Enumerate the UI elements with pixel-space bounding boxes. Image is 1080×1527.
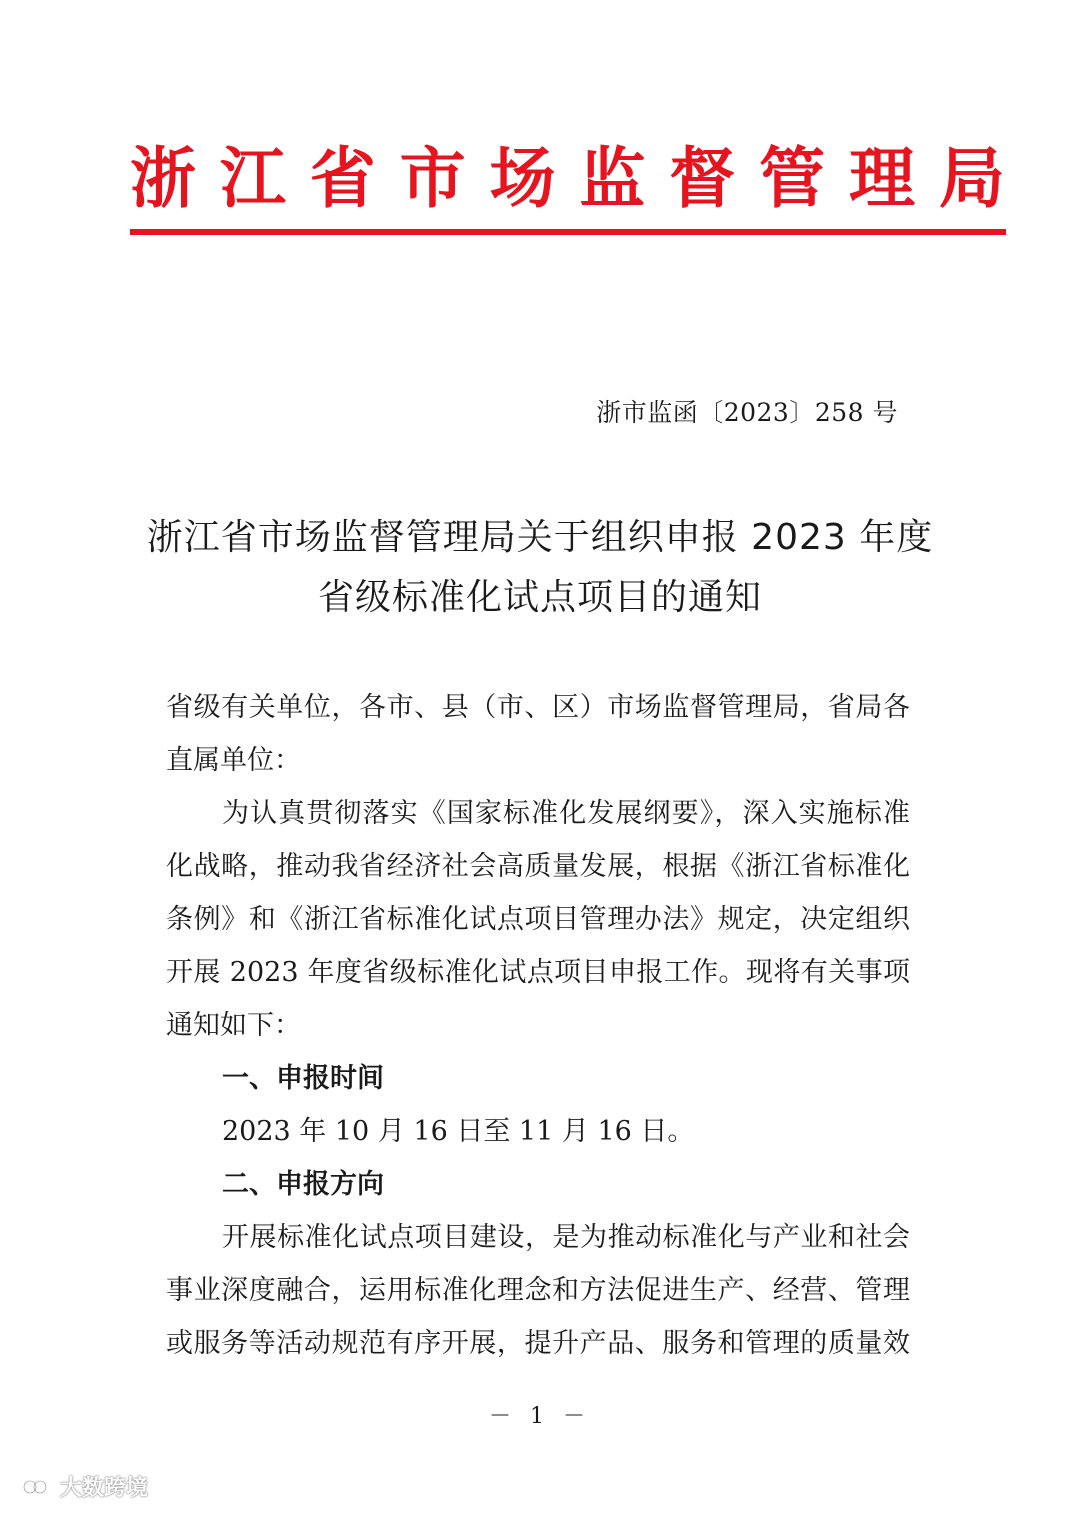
page-number: － 1 － <box>489 1404 591 1429</box>
title-line-2: 省级标准化试点项目的通知 <box>317 577 762 618</box>
paragraph-line: 或服务等活动规范有序开展，提升产品、服务和管理的质量效 <box>166 1328 910 1359</box>
header-char: 管 <box>759 139 826 217</box>
paragraph-line: 开展标准化试点项目建设，是为推动标准化与产业和社会 <box>222 1222 910 1253</box>
organization-header <box>130 132 1005 224</box>
salutation-line: 省级有关单位，各市、县（市、区）市场监督管理局，省局各 <box>166 692 910 723</box>
header-char: 监 <box>579 139 646 217</box>
document-title <box>0 508 1080 628</box>
paragraph-line: 通知如下： <box>166 1010 301 1041</box>
document-body <box>166 681 910 1370</box>
header-char: 浙 <box>130 139 196 217</box>
watermark <box>22 1471 148 1502</box>
header-char: 理 <box>849 139 915 217</box>
header-char: 市 <box>399 139 466 217</box>
document-number: 浙市监函〔2023〕258 号 <box>596 398 898 427</box>
paragraph-line: 条例》和《浙江省标准化试点项目管理办法》规定，决定组织 <box>166 904 910 935</box>
header-char: 督 <box>669 139 736 217</box>
header-char: 局 <box>938 139 1005 217</box>
date-range-text: 2023 年 10 月 16 日至 11 月 16 日。 <box>222 1116 695 1147</box>
title-line-1: 浙江省市场监督管理局关于组织申报 2023 年度 <box>146 517 934 558</box>
header-char: 江 <box>219 139 286 217</box>
watermark-text: 大数跨境 <box>60 1476 149 1501</box>
header-char: 省 <box>309 139 376 217</box>
brand-logo-icon <box>22 1475 54 1499</box>
paragraph-line: 事业深度融合，运用标准化理念和方法促进生产、经营、管理 <box>166 1275 910 1306</box>
header-char: 场 <box>489 139 556 217</box>
section-heading: 一、申报时间 <box>222 1063 384 1094</box>
salutation-line: 直属单位： <box>166 745 301 776</box>
header-divider <box>130 229 1006 235</box>
paragraph-line: 开展 2023 年度省级标准化试点项目申报工作。现将有关事项 <box>166 957 910 988</box>
paragraph-line: 化战略，推动我省经济社会高质量发展，根据《浙江省标准化 <box>166 851 910 882</box>
paragraph-line: 为认真贯彻落实《国家标准化发展纲要》，深入实施标准 <box>222 798 910 829</box>
section-heading: 二、申报方向 <box>222 1169 384 1200</box>
